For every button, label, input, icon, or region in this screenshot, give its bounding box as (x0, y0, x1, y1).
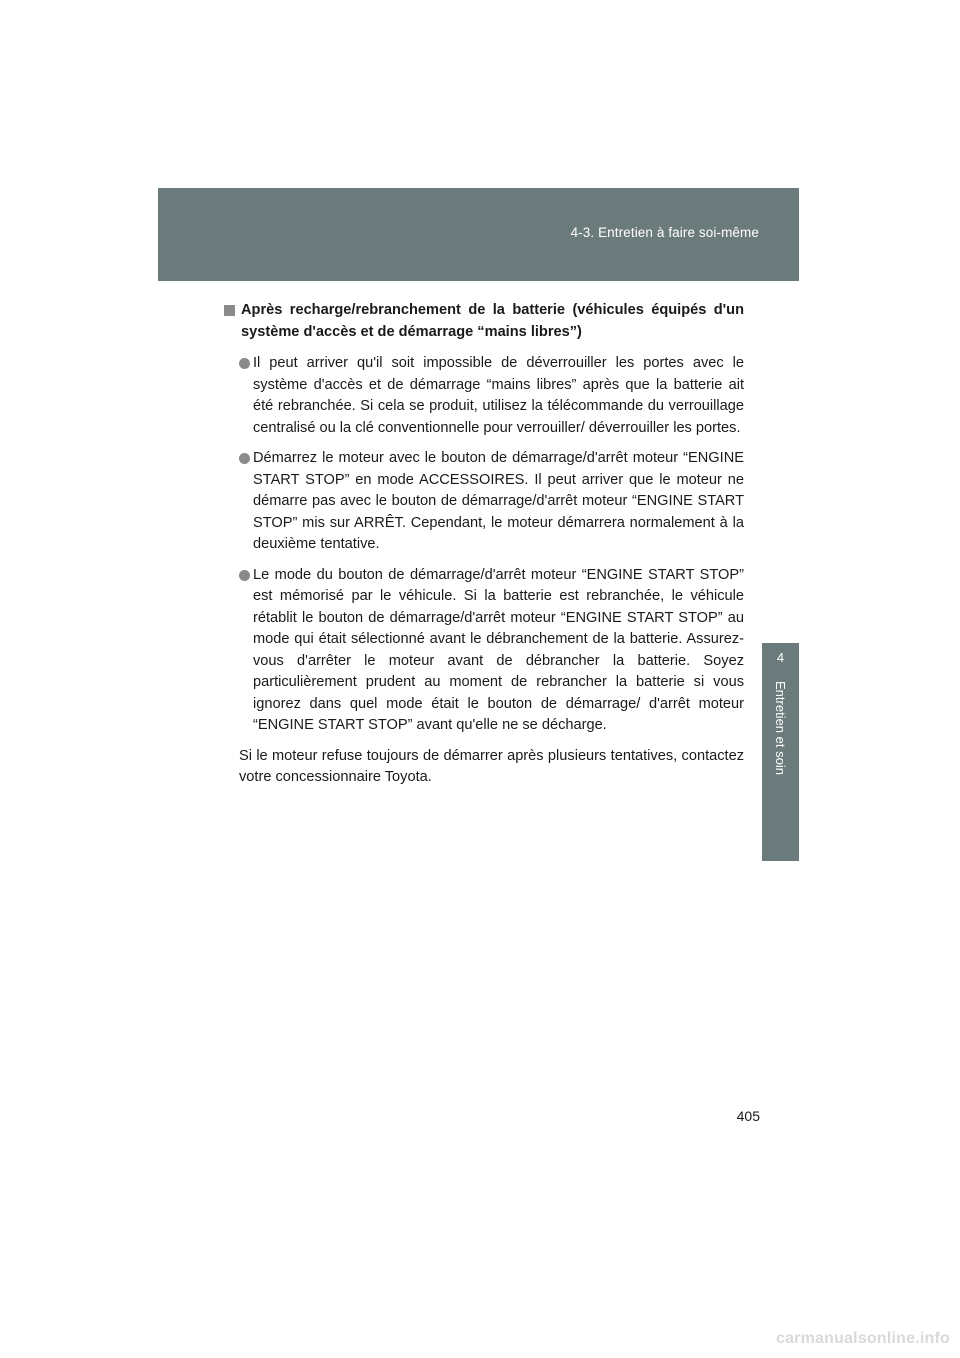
list-item (224, 353, 744, 439)
section-title (224, 300, 744, 343)
list-item (224, 448, 744, 556)
chapter-number-tab: 4 (762, 643, 799, 673)
list-item-text: Il peut arriver qu'il soit impossible de déverrouiller les portes avec le système d'accès et de démarrage “mains libres” après que la batterie ait été rebranchée. Si cela se produit, utilisez la télécommande du verrouillage centralisé ou la clé conventionnelle pour verrouiller/ déverrouiller les portes. (253, 355, 744, 436)
main-content (224, 300, 744, 789)
list-item-text: Le mode du bouton de démarrage/d'arrêt moteur “ENGINE START STOP” est mémorisé par le véhicule. Si la batterie est rebranchée, le véhicule rétablit le bouton de démarrage/d'arrêt moteur “ENGINE START STOP” au mode qui était sélectionné avant le débranchement de la batterie. Assurez-vous d'arrêter le moteur avant de débrancher la batterie. Soyez particulièrement prudent au moment de rebrancher la batterie si vous ignorez dans quel mode était le bouton de démarrage/ d'arrêt moteur “ENGINE START STOP” avant qu'elle ne se décharge. (253, 566, 744, 733)
page-number: 405 (736, 1108, 760, 1124)
list-item (224, 565, 744, 737)
closing-note: Si le moteur refuse toujours de démarrer après plusieurs tentatives, contactez votre concessionnaire Toyota. (239, 747, 744, 785)
circle-bullet-icon (239, 570, 250, 581)
section-title-text: Après recharge/rebranchement de la batterie (véhicules équipés d'un système d'accès et de démarrage “mains libres”) (241, 302, 744, 340)
watermark: carmanualsonline.info (775, 1330, 950, 1347)
circle-bullet-icon (239, 358, 250, 369)
chapter-title-tab (762, 673, 799, 861)
section-heading: 4-3. Entretien à faire soi-même (570, 225, 759, 240)
list-item-text: Démarrez le moteur avec le bouton de démarrage/d'arrêt moteur “ENGINE START STOP” en mode ACCESSOIRES. Il peut arriver que le moteur ne démarre pas avec le bouton de démarrage/d'arrêt moteur “ENGINE START STOP” mis sur ARRÊT. Cependant, le moteur démarrera normalement à la deuxième tentative. (253, 450, 744, 552)
square-bullet-icon (224, 305, 235, 316)
header-band (158, 188, 799, 281)
circle-bullet-icon (239, 453, 250, 464)
chapter-title: Entretien et soin (773, 681, 788, 775)
